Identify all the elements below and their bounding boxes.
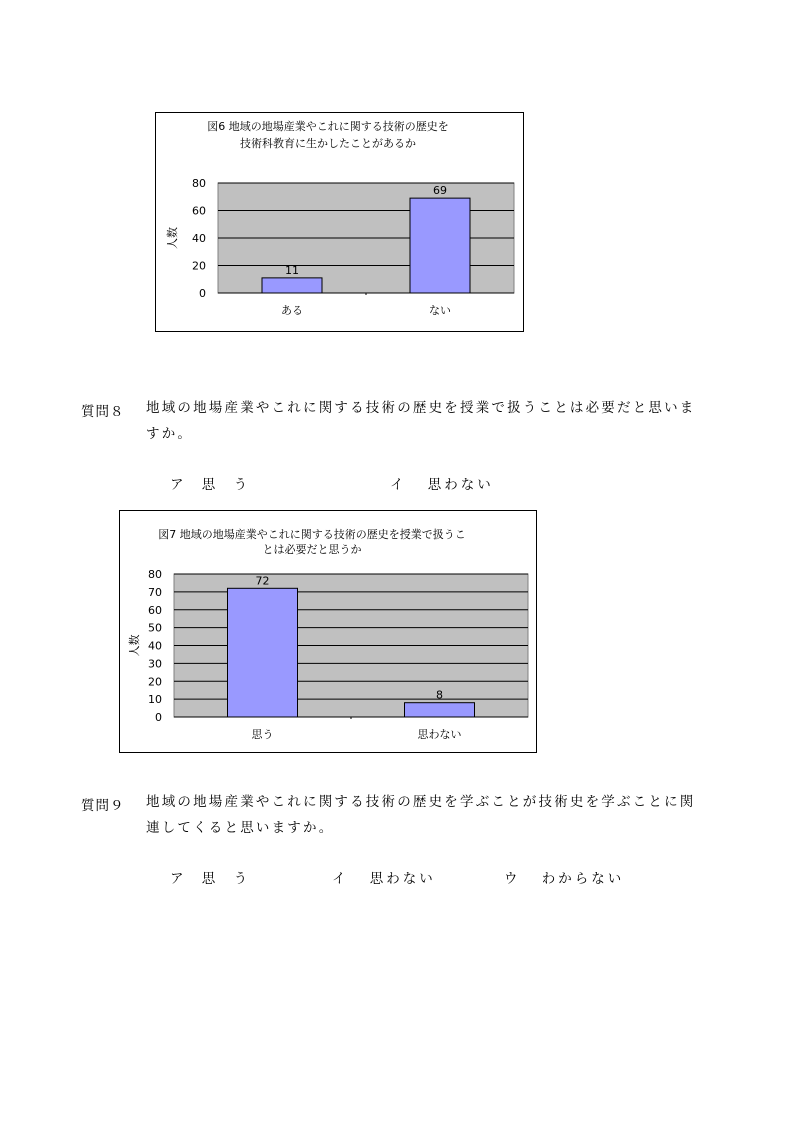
chart-figure-6: [155, 112, 524, 332]
data-label: 8: [436, 688, 443, 702]
category-label: 思う: [251, 728, 274, 741]
y-tick-label: 40: [192, 232, 206, 245]
y-tick-label: 0: [199, 287, 206, 300]
y-axis-label: 人数: [166, 227, 179, 249]
y-tick-label: 40: [148, 639, 162, 653]
chart-title-line: 図7 地域の地場産業やこれに関する技術の歴史を授業で扱うこ: [158, 528, 466, 541]
y-tick-label: 20: [192, 259, 206, 273]
question-9-line-2: 連してくると思いますか。: [146, 820, 335, 836]
y-axis-label: 人数: [128, 634, 141, 657]
y-tick-label: 70: [148, 585, 162, 599]
category-label: ない: [429, 304, 451, 317]
y-tick-label: 50: [148, 621, 162, 635]
question-9-option-b: イ 思わない: [332, 871, 436, 887]
y-tick-label: 10: [148, 693, 162, 707]
question-9-text: [146, 789, 726, 841]
question-9-line-1: 地域の地場産業やこれに関する技術の歴史を学ぶことが技術史を学ぶことに関: [146, 794, 696, 810]
data-label: 72: [255, 574, 270, 588]
chart-title-line: 技術科教育に生かしたことがあるか: [240, 137, 416, 150]
y-tick-label: 20: [148, 675, 162, 689]
question-8-option-a: ア 思 う: [170, 477, 251, 493]
y-tick-label: 0: [155, 711, 162, 724]
chart-figure-7: [119, 510, 537, 753]
y-tick-label: 80: [148, 568, 162, 581]
y-tick-label: 80: [192, 177, 206, 190]
data-label: 11: [285, 263, 299, 277]
question-8-line-2: すか。: [146, 426, 194, 442]
chart-7-svg: [120, 511, 536, 752]
question-8-text: [146, 395, 726, 447]
question-9-option-c: ウ わからない: [504, 871, 625, 887]
question-8-option-b: イ 思わない: [390, 477, 494, 493]
category-label: 思わない: [417, 728, 462, 741]
chart-title-line: 図6 地域の地場産業やこれに関する技術の歴史を: [207, 120, 449, 133]
bar: [405, 703, 475, 717]
bar: [410, 198, 470, 293]
y-tick-label: 30: [148, 657, 162, 671]
question-8-label: 質問８: [81, 404, 125, 420]
bar: [228, 588, 298, 717]
question-9-option-a: ア 思 う: [170, 871, 251, 887]
y-tick-label: 60: [192, 204, 206, 218]
question-8-line-1: 地域の地場産業やこれに関する技術の歴史を授業で扱うことは必要だと思いま: [146, 400, 696, 416]
question-9-label: 質問９: [81, 798, 125, 814]
category-label: ある: [281, 304, 303, 317]
y-tick-label: 60: [148, 603, 162, 617]
chart-title-line: とは必要だと思うか: [262, 543, 362, 556]
chart-6-svg: [156, 113, 523, 331]
data-label: 69: [433, 184, 447, 198]
bar: [262, 278, 322, 293]
